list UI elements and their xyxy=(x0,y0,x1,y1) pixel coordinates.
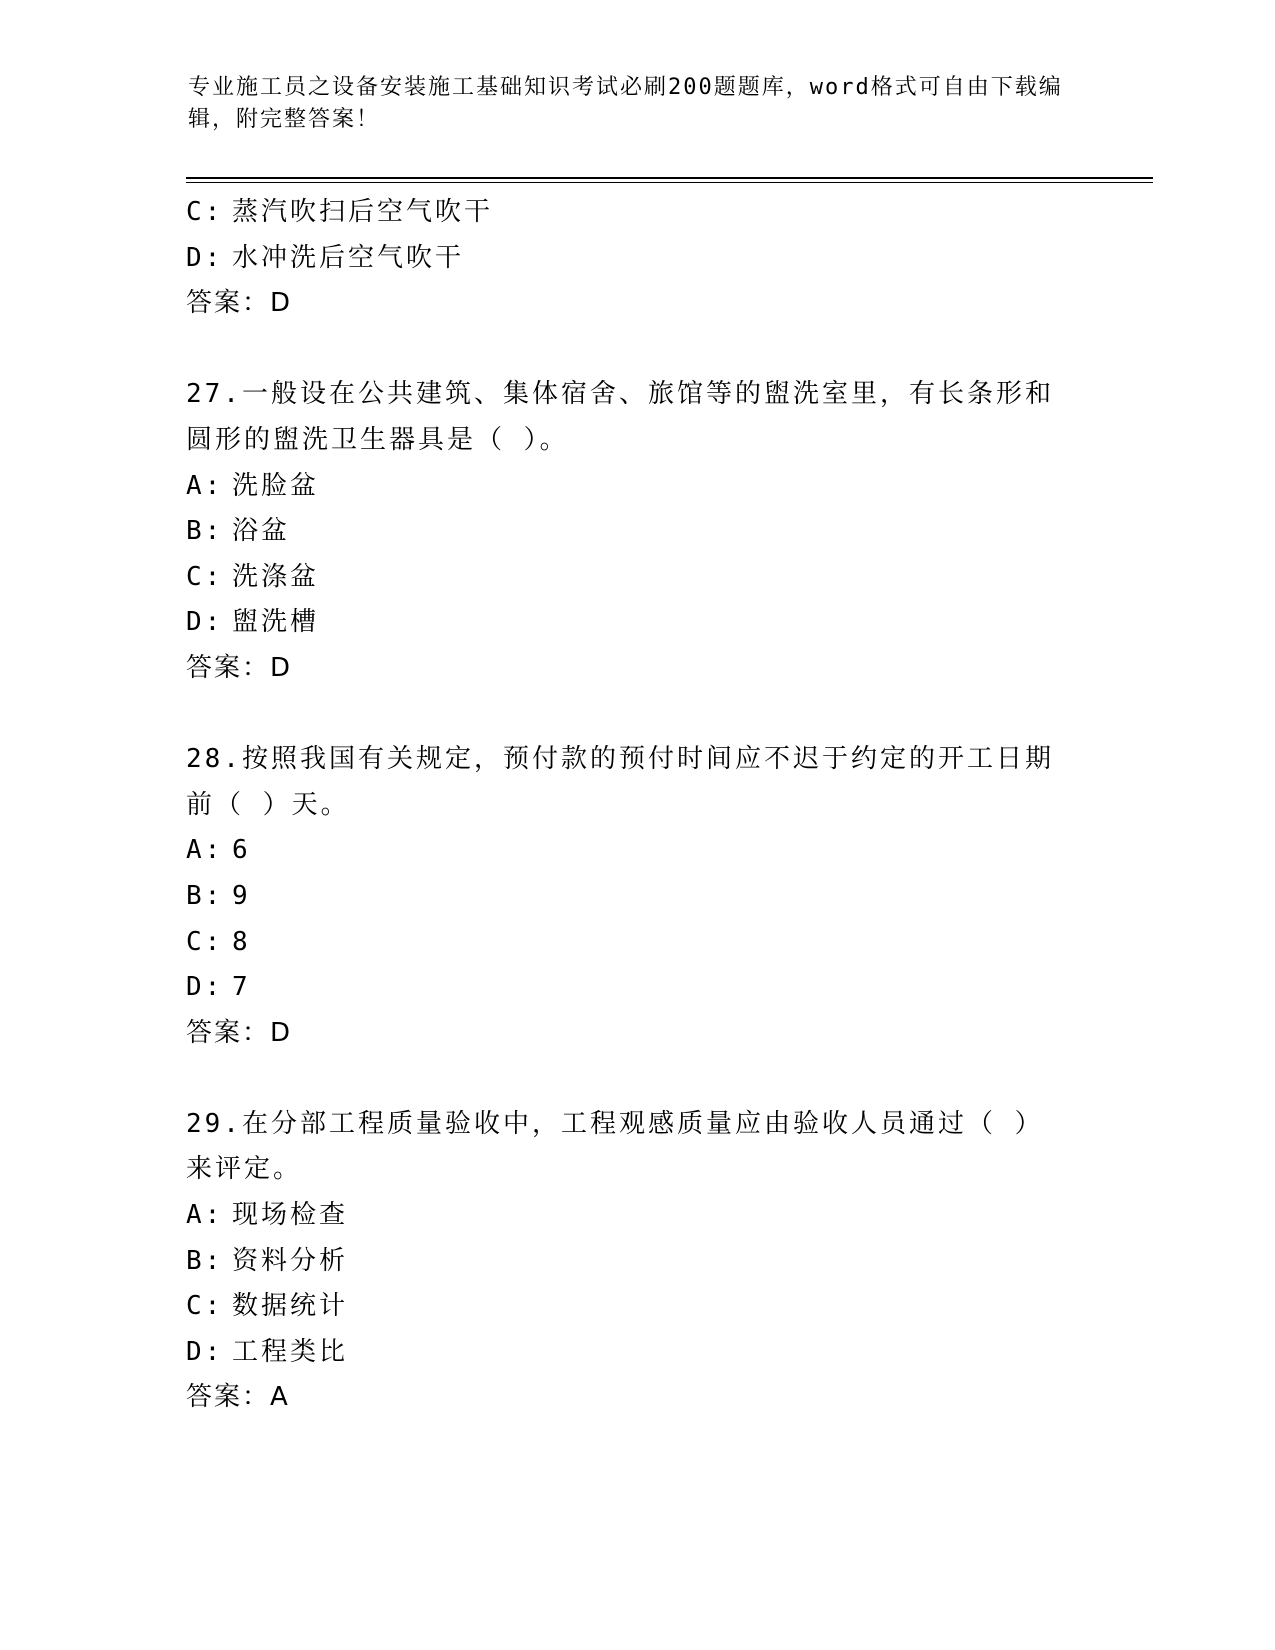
question-29 xyxy=(186,1102,1086,1421)
option-key: C: xyxy=(186,197,224,227)
option-d xyxy=(186,236,1086,282)
answer-line: 答案：D xyxy=(186,652,293,683)
option-a xyxy=(186,828,1086,874)
option-text: 资料分析 xyxy=(232,1245,349,1276)
option-text: 工程类比 xyxy=(232,1336,349,1367)
header-divider-thin xyxy=(186,182,1153,183)
option-c xyxy=(186,190,1086,236)
option-key: B: xyxy=(186,1245,224,1276)
option-text: 数据统计 xyxy=(232,1291,349,1322)
option-key: D: xyxy=(186,1336,224,1367)
question-stem: 27.一般设在公共建筑、集体宿舍、旅馆等的盥洗室里，有长条形和圆形的盥洗卫生器具是（ ）。 xyxy=(186,379,1054,455)
option-text: 8 xyxy=(232,926,251,957)
option-text: 洗脸盆 xyxy=(232,470,320,501)
option-key: C: xyxy=(186,926,224,957)
option-b xyxy=(186,874,1086,920)
option-text: 浴盆 xyxy=(232,516,291,547)
option-key: B: xyxy=(186,516,224,547)
option-key: A: xyxy=(186,1200,224,1231)
option-key: A: xyxy=(186,470,224,501)
option-key: D: xyxy=(186,972,224,1003)
question-28 xyxy=(186,737,1086,1056)
option-b xyxy=(186,1239,1086,1285)
option-key: C: xyxy=(186,561,224,592)
option-key: D: xyxy=(186,242,224,273)
question-27 xyxy=(186,372,1086,691)
option-key: C: xyxy=(186,1291,224,1322)
option-c xyxy=(186,555,1086,601)
option-b xyxy=(186,509,1086,555)
question-stem: 28.按照我国有关规定，预付款的预付时间应不迟于约定的开工日期前（ ）天。 xyxy=(186,744,1054,820)
option-key: B: xyxy=(186,880,224,911)
question-list xyxy=(186,190,1086,1421)
option-c xyxy=(186,920,1086,966)
option-d xyxy=(186,1330,1086,1376)
option-text: 水冲洗后空气吹干 xyxy=(232,242,465,273)
option-d xyxy=(186,600,1086,646)
option-text: 6 xyxy=(232,835,251,866)
document-header: 专业施工员之设备安装施工基础知识考试必刷200题题库，word格式可自由下载编辑，附完整答案！ xyxy=(188,75,1063,132)
question-stem: 29.在分部工程质量验收中，工程观感质量应由验收人员通过（ ）来评定。 xyxy=(186,1108,1044,1185)
option-text: 7 xyxy=(232,972,251,1003)
answer-line: 答案：D xyxy=(186,1017,293,1048)
question-carryover xyxy=(186,190,1086,327)
option-key: D: xyxy=(186,607,224,638)
option-text: 盥洗槽 xyxy=(232,607,320,638)
option-key: A: xyxy=(186,835,224,866)
answer-line: 答案：A xyxy=(186,1382,290,1413)
option-a xyxy=(186,464,1086,510)
answer-line: 答案：D xyxy=(186,288,293,319)
option-d xyxy=(186,965,1086,1011)
option-text: 现场检查 xyxy=(232,1200,349,1231)
option-c xyxy=(186,1284,1086,1330)
option-text: 蒸汽吹扫后空气吹干 xyxy=(232,197,494,227)
header-divider-thick xyxy=(186,177,1153,179)
option-text: 洗涤盆 xyxy=(232,561,320,592)
option-a xyxy=(186,1193,1086,1239)
option-text: 9 xyxy=(232,880,251,911)
